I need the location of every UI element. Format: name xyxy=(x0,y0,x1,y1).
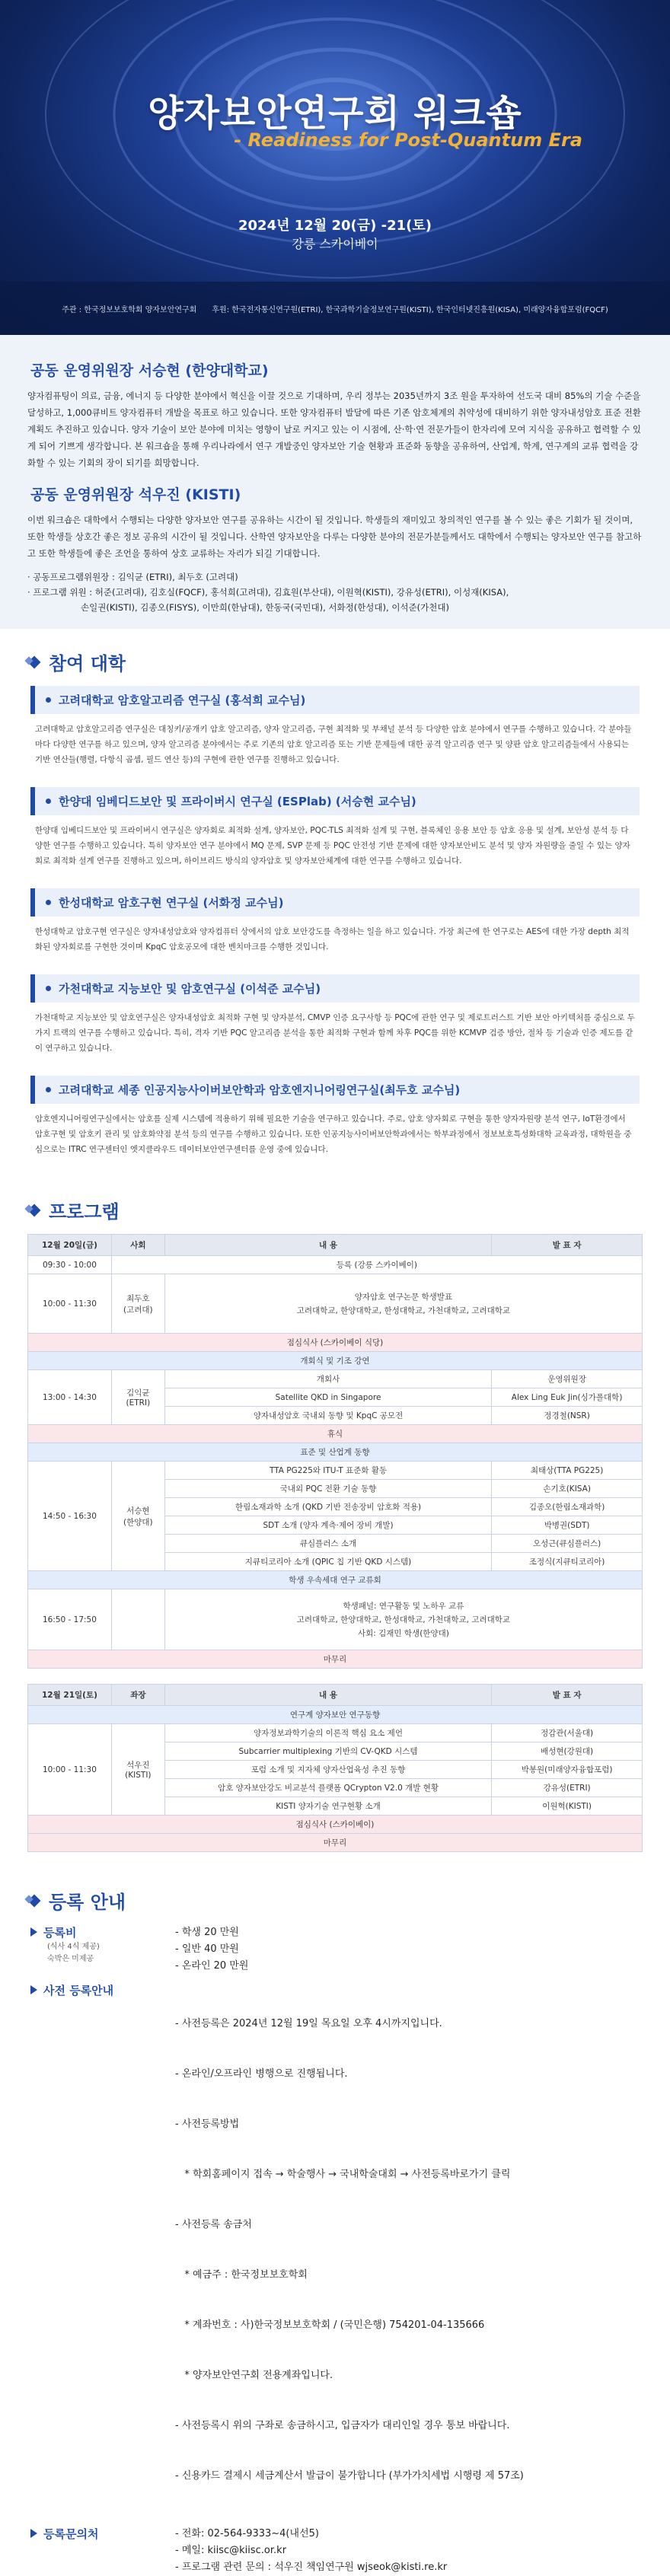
pre-label-block xyxy=(30,1982,175,2518)
hero-banner xyxy=(0,0,670,335)
time-cell: 10:00 - 11:30 xyxy=(28,1724,112,1816)
contact-program[interactable]: - 프로그램 관련 문의 : 석우진 책임연구원 wjseok@kisti.re.kr xyxy=(175,2562,448,2573)
bullet-icon xyxy=(46,900,51,905)
fee-note-meals: (식사 4식 제공) xyxy=(47,1943,100,1951)
labs-section-header xyxy=(0,629,670,686)
chair1-text: 양자컴퓨팅이 의료, 금융, 에너지 등 다양한 분야에서 혁신을 이끌 것으로 기대하며, 우리 정부는 2035년까지 3조 원을 투자하여 선도국 대비 85%의 기술 수준을 달성하고, 1,000큐비트 양자컴퓨터 개발을 목표로 하고 있습니다. 또한 양자컴퓨터 발달에 따른 기존 암호체계의 취약성에 대비하기 위한 양자내성암호 표준 전환 계획도 추진하고 있습니다. 양자 기술이 보안 분야에 미치는 영향이 날로 커지고 있는 이 시점에, 산·학·연 전문가들이 한자리에 모여 지식을 공유하고 협력할 수 있게 되어 기쁘게 생각합니다. 본 워크숍을 통해 우리나라에서 연구 개발중인 양자보안 기술 현황과 표준화 동향을 공유하여, 산업계, 학계, 연구계의 교류 협력을 강화할 수 있는 기회의 장이 되기를 희망합니다. xyxy=(27,391,642,468)
content-cell: 암호 양자보안강도 비교분석 플랫폼 QCrypton V2.0 개발 현황 xyxy=(164,1779,491,1797)
registration-section-header xyxy=(0,1867,670,1924)
break-cell: 점심식사 (스카이베이) xyxy=(28,1816,643,1834)
fee-item: - 온라인 20 만원 xyxy=(175,1960,249,1972)
table-header-row xyxy=(28,1235,643,1256)
contact-label-block xyxy=(30,2526,175,2576)
fee-label-block xyxy=(30,1924,175,1975)
triangle-icon xyxy=(30,2529,37,2538)
bullet-icon xyxy=(46,697,51,703)
contact-list xyxy=(175,2526,640,2576)
chair1-title: 공동 운영위원장 서승현 (한양대학교) xyxy=(30,362,269,379)
lab-name: 고려대학교 암호알고리즘 연구실 (홍석희 교수님) xyxy=(59,693,306,707)
hero-title: 양자보안연구회 워크숍 xyxy=(148,92,522,135)
speaker-cell: 박봉원(미래양자융합포럼) xyxy=(492,1761,643,1779)
lab-card xyxy=(30,1076,640,1171)
lab-card xyxy=(30,888,640,968)
pre-label: 사전 등록안내 xyxy=(43,1984,114,1997)
lab-header xyxy=(30,686,640,714)
fee-note-lodging: 숙박은 미제공 xyxy=(47,1955,94,1963)
hero-venue: 강릉 스카이베이 xyxy=(292,237,378,251)
lab-description: 가천대학교 지능보안 및 암호연구실은 양자내성암호 최적화 구현 및 양자분석, CMVP 인증 요구사항 등 PQC에 관한 연구 및 제로트러스트 기반 보안 아키텍처를 중심으로 두 가지 트랙의 연구를 수행하고 있습니다. 특히, 격자 기반 PQC 알고리즘 분석을 통한 최적화 구현과 함께 차후 PQC를 위한 KCMVP 검증 방안, 절차 등 기술과 인증 제도를 같이 연구하고 있습니다. xyxy=(35,1013,635,1053)
registration-section-title: 등록 안내 xyxy=(49,1892,126,1913)
contact-label-line xyxy=(30,2526,175,2543)
break-cell: 휴식 xyxy=(28,1425,643,1443)
table-row xyxy=(28,1256,643,1274)
labs-section-title: 참여 대학 xyxy=(49,653,126,674)
speaker-cell: 손기호(KISA) xyxy=(492,1480,643,1498)
header-content: 내 용 xyxy=(164,1235,491,1256)
content-cell: Satellite QKD in Singapore xyxy=(164,1388,491,1407)
host-cell: 김익균 (ETRI) xyxy=(111,1370,164,1425)
lab-header xyxy=(30,787,640,815)
header-speaker: 발 표 자 xyxy=(492,1235,643,1256)
fee-list xyxy=(175,1924,640,1975)
time-cell: 10:00 - 11:30 xyxy=(28,1274,112,1334)
pre-item: - 사전등록은 2024년 12월 19일 목요일 오후 4시까지입니다. xyxy=(175,2018,442,2029)
fee-item: - 일반 40 만원 xyxy=(175,1943,239,1955)
session-cell: 개회식 및 기조 강연 xyxy=(28,1352,643,1370)
chair2-title: 공동 운영위원장 석우진 (KISTI) xyxy=(30,486,241,503)
pre-item: * 계좌번호 : 사)한국정보보호학회 / (국민은행) 754201-04-135666 xyxy=(175,2319,485,2331)
pre-item: - 온라인/오프라인 병행으로 진행됩니다. xyxy=(175,2068,348,2080)
content-cell: 국내외 PQC 전환 기술 동향 xyxy=(164,1480,491,1498)
pre-item: * 예금주 : 한국정보보호학회 xyxy=(175,2269,308,2281)
committee-chair-line: · 공동프로그램위원장 : 김익균 (ETRI), 최두호 (고려대) xyxy=(27,572,238,582)
table-row xyxy=(28,1834,643,1852)
registration-info xyxy=(30,1924,640,2576)
triangle-icon xyxy=(30,1985,37,1994)
table-row xyxy=(28,1352,643,1370)
header-day: 12월 20일(금) xyxy=(28,1235,112,1256)
time-cell: 09:30 - 10:00 xyxy=(28,1256,112,1274)
lab-description: 암호엔지니어링연구실에서는 암호를 실제 시스템에 적용하기 위해 필요한 기술을 연구하고 있습니다. 주로, 암호 양자회로 구현을 통한 양자자원량 분석 연구, IoT환경에서 암호구현 및 암호키 관리 및 암호화약점 분석 등의 연구를 수행하고 있습니다. 또한 인공지능사이버보안학과에서는 학부과정에서 정보보호특성화대학 교육과정, 대학원을 중심으로는 ITRC 연구센터인 엣지클라우드 데이터보안연구센터를 운영 중에 있습니다. xyxy=(35,1114,632,1154)
pre-item: - 신용카드 결제시 세금계산서 발급이 불가합니다 (부가가치세법 시행령 제 57조) xyxy=(175,2470,524,2482)
content-cell: 학생패널: 연구활동 및 노하우 교류 고려대학교, 한양대학교, 한성대학교, 가천대학교, 고려대학교 사회: 김재민 학생(한양대) xyxy=(164,1589,642,1650)
committee-member-line1: · 프로그램 위원 : 허준(고려대), 김호실(FQCF), 홍석희(고려대), 김효원(부산대), 이원혁(KISTI), 강유성(ETRI), 이성재(KISA), xyxy=(27,587,509,598)
table-row xyxy=(28,1650,643,1669)
speaker-cell: 오성근(큐심플러스) xyxy=(492,1535,643,1553)
content-cell: 양자내성암호 국내외 동향 및 KpqC 공모전 xyxy=(164,1407,491,1425)
host-cell: 석우진 (KISTI) xyxy=(111,1724,164,1816)
pre-item: - 사전등록시 위의 구좌로 송금하시고, 입금자가 대리인일 경우 통보 바랍니다. xyxy=(175,2420,510,2431)
lab-description: 고려대학교 암호알고리즘 연구실은 대칭키/공개키 암호 알고리즘, 양자 알고리즘, 구현 최적화 및 부채널 분석 등 다양한 암호 분야에서 연구를 수행하고 있습니다. 각 분야들마다 다양한 연구를 하고 있으며, 양자 알고리즘 분야에서는 주로 기존의 암호 알고리즘 또는 기반 문제들에 대한 공격 알고리즘 연구 및 양판 암호 알고리즘들에서 사용되는 기반 연산들(행렬, 다항식 곱셈, 필드 연산 등)의 구현에 관한 연구를 진행하고 있습니다. xyxy=(35,725,632,764)
pre-list xyxy=(175,1982,640,2518)
fee-item: - 학생 20 만원 xyxy=(175,1927,239,1938)
content-cell: 개회사 xyxy=(164,1370,491,1388)
lab-card xyxy=(30,974,640,1070)
closing-cell: 마무리 xyxy=(28,1834,643,1852)
organizer-bar xyxy=(0,295,670,321)
host-text: 주관 : 한국정보보호학회 양자보안연구회 xyxy=(62,305,197,314)
header-host: 좌장 xyxy=(111,1685,164,1706)
table-row xyxy=(28,1425,643,1443)
content-cell: 양자암호 연구논문 학생발표 고려대학교, 한양대학교, 한성대학교, 가천대학교, 고려대학교 xyxy=(164,1274,642,1334)
pre-item: * 양자보안연구회 전용계좌입니다. xyxy=(175,2370,333,2381)
hero-rings-graphic xyxy=(0,0,670,335)
fee-row xyxy=(30,1924,640,1975)
diamond-icon xyxy=(27,1204,41,1217)
contact-email[interactable]: - 메일: kiisc@kiisc.or.kr xyxy=(175,2545,287,2556)
content-cell: 큐심플러스 소개 xyxy=(164,1535,491,1553)
table-row xyxy=(28,1462,643,1480)
content-cell: KISTI 양자기술 연구현황 소개 xyxy=(164,1797,491,1816)
closing-cell: 마무리 xyxy=(28,1650,643,1669)
speaker-cell: 박병권(SDT) xyxy=(492,1516,643,1535)
session-cell: 연구계 양자보안 연구동향 xyxy=(28,1706,643,1724)
time-cell: 16:50 - 17:50 xyxy=(28,1589,112,1650)
table-row xyxy=(28,1816,643,1834)
fee-label-line xyxy=(30,1924,175,1941)
session-cell: 표준 및 산업계 동향 xyxy=(28,1443,643,1462)
speaker-cell: 조정식(지큐티코리아) xyxy=(492,1553,643,1571)
chair-messages xyxy=(0,335,670,629)
table-row xyxy=(28,1334,643,1352)
header-host: 사회 xyxy=(111,1235,164,1256)
hero-subtitle: - Readiness for Post-Quantum Era xyxy=(234,129,582,151)
pre-registration-row xyxy=(30,1982,640,2518)
speaker-cell: 운영위원장 xyxy=(492,1370,643,1388)
lab-description: 한양대 임베디드보안 및 프라이버시 연구실은 양자회로 최적화 설계, 양자보안, PQC-TLS 최적화 설계 및 구현, 블록체인 응용 보안 등 암호 응용 및 설계, 보안성 분석 등 다양한 연구를 수행하고 있습니다. 특히 양자보안 연구 분야에서 MQ 문제, SVP 문제 등 PQC 안전성 기반 문제에 대한 양자보안비도 분석 및 양자 자원량을 줄일 수 있는 양자회로 최적화 설계 연구를 진행하고 있으며, 하이브리드 방식의 양자암호 및 양자보안체계에 대한 연구를 수행하고 있습니다. xyxy=(35,826,630,866)
lab-header xyxy=(30,974,640,1003)
content-cell: 포럼 소개 및 지자체 양자산업육성 추진 동향 xyxy=(164,1761,491,1779)
speaker-cell: 이원혁(KISTI) xyxy=(492,1797,643,1816)
sponsor-text: 후원: 한국전자통신연구원(ETRI), 한국과학기술정보연구원(KISTI), 한국인터넷진흥원(KISA), 미래양자융합포럼(FQCF) xyxy=(212,305,608,314)
lab-card xyxy=(30,787,640,882)
committee-member-line2: 손일권(KISTI), 김종오(FISYS), 이만희(한남대), 한동국(국민대), 서화정(한성대), 이석준(가천대) xyxy=(81,602,449,613)
contact-label: 등록문의처 xyxy=(43,2527,99,2541)
hero-date: 2024년 12월 20(금) -21(토) xyxy=(238,218,432,234)
table-row xyxy=(28,1706,643,1724)
contact-phone: - 전화: 02-564-9333~4(내선5) xyxy=(175,2528,319,2539)
content-cell: SDT 소개 (양자 계측·제어 장비 개발) xyxy=(164,1516,491,1535)
speaker-cell: 강유성(ETRI) xyxy=(492,1779,643,1797)
table-row xyxy=(28,1724,643,1742)
content-cell: TTA PG225와 ITU-T 표준화 활동 xyxy=(164,1462,491,1480)
header-day: 12월 21일(토) xyxy=(28,1685,112,1706)
lab-name: 한성대학교 암호구현 연구실 (서화정 교수님) xyxy=(59,896,284,910)
content-cell: Subcarrier multiplexing 기반의 CV-QKD 시스템 xyxy=(164,1742,491,1761)
speaker-cell: 김종오(한림소재과학) xyxy=(492,1498,643,1516)
break-cell: 점심식사 (스카이베이 식당) xyxy=(28,1334,643,1352)
time-cell: 14:50 - 16:30 xyxy=(28,1462,112,1571)
host-cell xyxy=(111,1589,164,1650)
speaker-cell: 최태상(TTA PG225) xyxy=(492,1462,643,1480)
table-row xyxy=(28,1443,643,1462)
pre-label-line xyxy=(30,1982,175,1999)
host-cell: 서승현 (한양대) xyxy=(111,1462,164,1571)
chair2-text: 이번 워크숍은 대학에서 수행되는 다양한 양자보안 연구를 공유하는 시간이 될 것입니다. 학생들의 재미있고 창의적인 연구를 볼 수 있는 좋은 기회가 될 것이며, 또한 학생들 상호간 좋은 정보 공유의 시간이 될 것입니다. 산학연 양자보안을 다루는 다양한 분야의 전문가분들께서도 대학에서 수행되는 양자보안 연구를 참고하고 또한 학생들에 좋은 조언을 통하여 상호 교류하는 자리가 되길 기대합니다. xyxy=(27,515,642,559)
lab-card xyxy=(30,686,640,781)
lab-description: 한성대학교 암호구현 연구실은 양자내성암호와 양자컴퓨터 상에서의 암호 보안강도를 측정하는 일을 하고 있습니다. 가장 최근에 한 연구로는 AES에 대한 가장 depth 최적화된 양자회로를 구현한 것이며 KpqC 암호공모에 대한 벤치마크를 수행한 것입니다. xyxy=(35,927,630,952)
bullet-icon xyxy=(46,799,51,804)
content-cell: 등록 (강릉 스카이베이) xyxy=(111,1256,642,1274)
lab-name: 한양대 임베디드보안 및 프라이버시 연구실 (ESPlab) (서승현 교수님) xyxy=(59,795,416,808)
diamond-icon xyxy=(27,1894,41,1908)
host-cell: 최두호 (고려대) xyxy=(111,1274,164,1334)
content-cell: 양자정보과학기술의 이론적 핵심 요소 제언 xyxy=(164,1724,491,1742)
lab-name: 고려대학교 세종 인공지능사이버보안학과 암호엔지니어링연구실(최두호 교수님) xyxy=(59,1083,461,1097)
speaker-cell: 배성현(강원대) xyxy=(492,1742,643,1761)
table-row xyxy=(28,1571,643,1589)
pre-item: - 사전등록 송금처 xyxy=(175,2219,252,2230)
fee-label: 등록비 xyxy=(43,1926,77,1940)
session-cell: 학생 우속세대 연구 교류회 xyxy=(28,1571,643,1589)
program-section-header xyxy=(0,1177,670,1234)
header-speaker: 발 표 자 xyxy=(492,1685,643,1706)
table-row xyxy=(28,1589,643,1650)
time-cell: 13:00 - 14:30 xyxy=(28,1370,112,1425)
lab-name: 가천대학교 지능보안 및 암호연구실 (이석준 교수님) xyxy=(59,982,321,996)
program-section-title: 프로그램 xyxy=(49,1201,120,1223)
table-row xyxy=(28,1274,643,1334)
day2-program-table xyxy=(27,1684,643,1852)
content-cell: 지큐티코리아 소개 (QPIC 칩 기반 QKD 시스템) xyxy=(164,1553,491,1571)
pre-item: * 학회홈페이지 접속 → 학술행사 → 국내학술대회 → 사전등록바로가기 클릭 xyxy=(175,2169,511,2180)
bullet-icon xyxy=(46,1087,51,1092)
pre-item: - 사전등록방법 xyxy=(175,2119,240,2130)
lab-header xyxy=(30,1076,640,1104)
bullet-icon xyxy=(46,986,51,991)
lab-header xyxy=(30,888,640,917)
speaker-cell: Alex Ling Euk Jin(싱가폴대학) xyxy=(492,1388,643,1407)
speaker-cell: 정감관(서울대) xyxy=(492,1724,643,1742)
speaker-cell: 정경철(NSR) xyxy=(492,1407,643,1425)
day1-program-table xyxy=(27,1234,643,1669)
diamond-icon xyxy=(27,655,41,669)
triangle-icon xyxy=(30,1927,37,1937)
contact-row xyxy=(30,2526,640,2576)
content-cell: 한림소재과학 소개 (QKD 기반 전송장비 암호화 적용) xyxy=(164,1498,491,1516)
table-row xyxy=(28,1370,643,1388)
table-header-row xyxy=(28,1685,643,1706)
header-content: 내 용 xyxy=(164,1685,491,1706)
